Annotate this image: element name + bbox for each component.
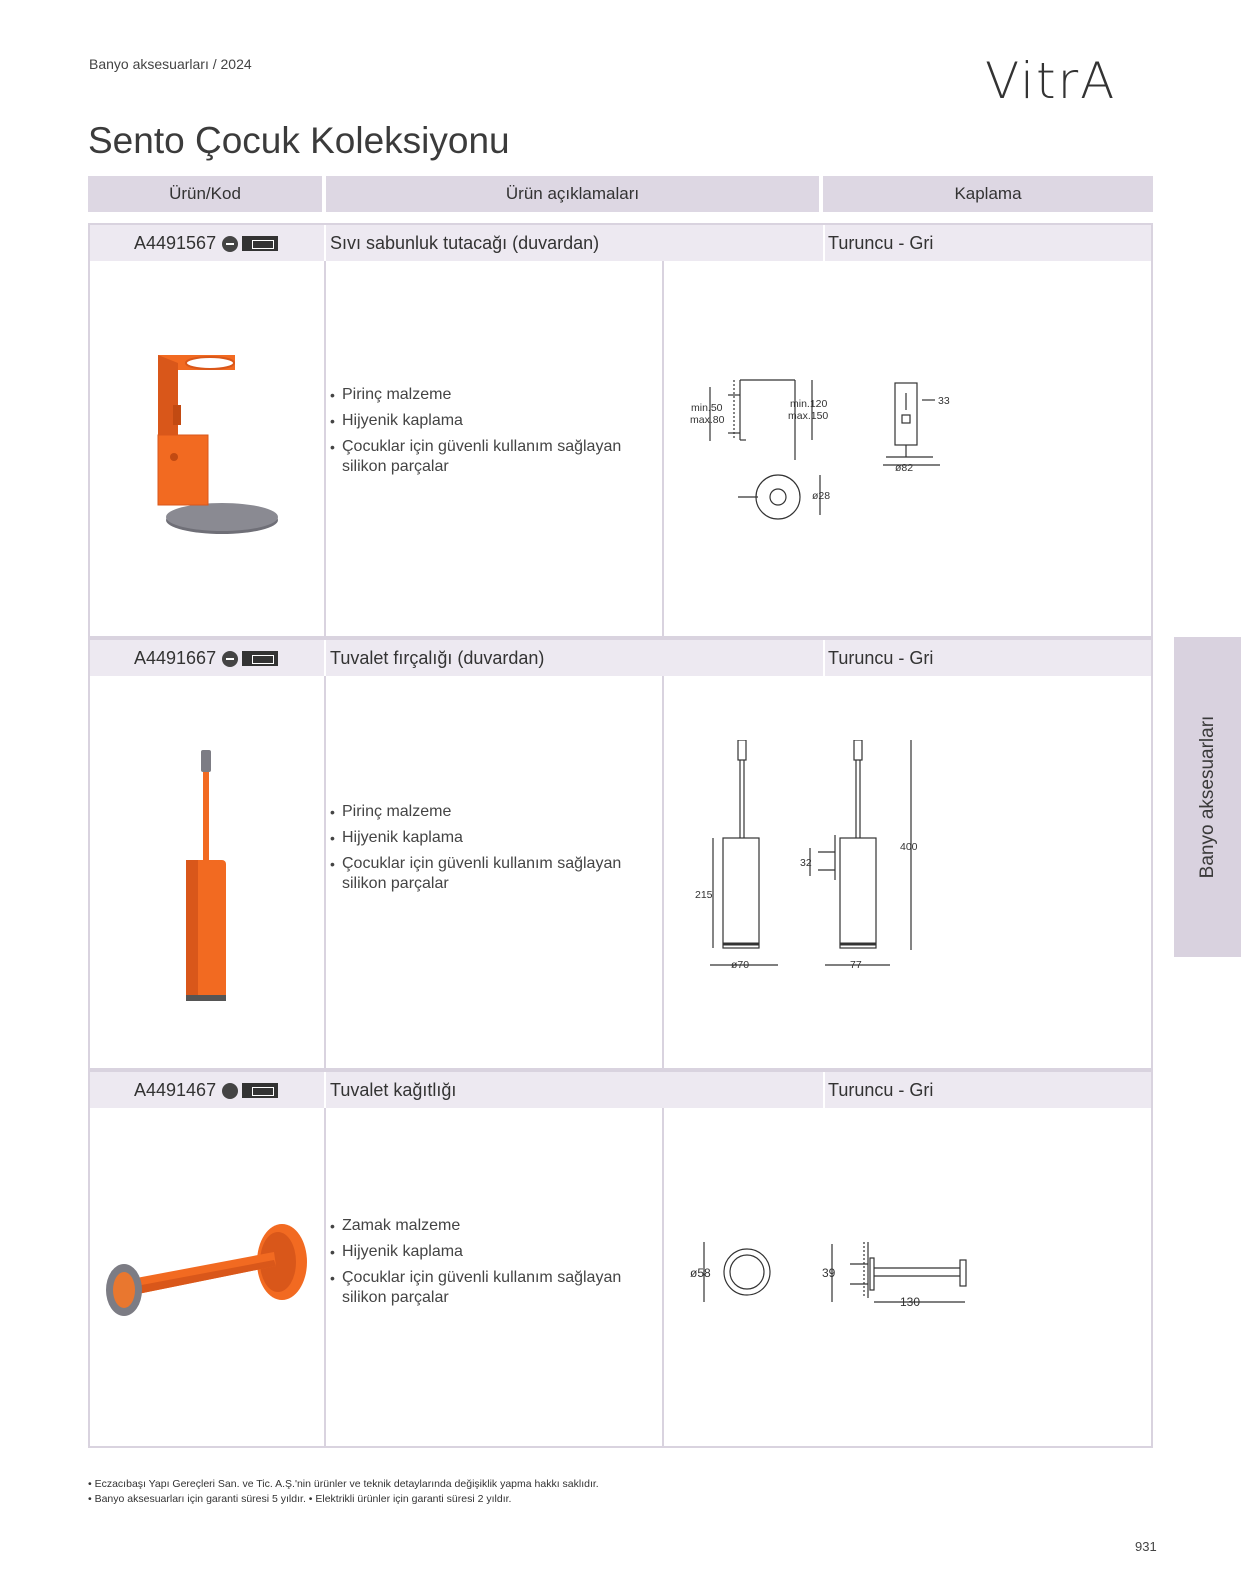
product-header bbox=[90, 640, 1151, 676]
product-header bbox=[90, 1072, 1151, 1108]
dim-label: 39 bbox=[822, 1266, 836, 1280]
technical-drawing bbox=[690, 365, 990, 525]
toilet-paper-holder-image bbox=[102, 1212, 312, 1322]
mounting-icon bbox=[242, 651, 278, 666]
dim-label: 400 bbox=[900, 841, 918, 853]
feature-list bbox=[330, 802, 630, 900]
page-title: Sento Çocuk Koleksiyonu bbox=[88, 120, 510, 161]
side-tab-label: Banyo aksesuarları bbox=[1196, 715, 1218, 879]
feature-item: • Hijyenik kaplama bbox=[330, 411, 630, 431]
product-code-text: A4491467 bbox=[134, 1080, 217, 1100]
product-code-text: A4491667 bbox=[134, 648, 217, 668]
dim-label: ø82 bbox=[895, 462, 914, 474]
product-finish: Turuncu - Gri bbox=[828, 233, 934, 253]
side-tab bbox=[1174, 637, 1241, 957]
product-name: Tuvalet fırçalığı (duvardan) bbox=[330, 648, 545, 668]
feature-list bbox=[330, 385, 630, 483]
product-code bbox=[134, 1080, 278, 1101]
mounting-icon bbox=[242, 236, 278, 251]
product-name: Sıvı sabunluk tutacağı (duvardan) bbox=[330, 233, 600, 253]
dim-label: max.80 bbox=[690, 414, 725, 426]
feature-item: • Pirinç malzeme bbox=[330, 802, 630, 822]
mounting-icon bbox=[242, 1083, 278, 1098]
product-name: Tuvalet kağıtlığı bbox=[330, 1080, 457, 1100]
feature-item: • Hijyenik kaplama bbox=[330, 828, 630, 848]
product-code bbox=[134, 648, 278, 669]
feature-item: • Hijyenik kaplama bbox=[330, 1242, 630, 1262]
product-card bbox=[88, 1070, 1153, 1448]
soap-holder-image bbox=[140, 335, 290, 545]
product-header bbox=[90, 225, 1151, 261]
footnote: • Banyo aksesuarları için garanti süresi 5 yıldır. • Elektrikli ürünler için garanti süresi 2 yıldır. bbox=[88, 1493, 512, 1505]
technical-drawing bbox=[690, 1222, 980, 1322]
vitra-logo: VitrA bbox=[985, 52, 1117, 110]
toilet-brush-image bbox=[180, 750, 240, 1020]
wall-mount-badge-icon bbox=[222, 651, 238, 667]
dim-label: 32 bbox=[800, 857, 812, 869]
product-finish: Turuncu - Gri bbox=[828, 1080, 934, 1100]
product-code-text: A4491567 bbox=[134, 233, 217, 253]
breadcrumb: Banyo aksesuarları / 2024 bbox=[89, 56, 252, 72]
footnote: • Eczacıbaşı Yapı Gereçleri San. ve Tic. A.Ş.'nin ürünler ve teknik detaylarında değişiklik yapma hakkı saklıdır. bbox=[88, 1478, 599, 1490]
column-header-description: Ürün açıklamaları bbox=[326, 176, 819, 212]
feature-item: • Pirinç malzeme bbox=[330, 385, 630, 405]
dim-label: 77 bbox=[850, 959, 862, 971]
dim-label: 215 bbox=[695, 889, 713, 901]
page-number: 931 bbox=[1135, 1539, 1157, 1554]
product-code bbox=[134, 233, 278, 254]
dim-label: ø58 bbox=[690, 1266, 711, 1280]
dim-label: ø70 bbox=[731, 959, 750, 971]
column-header-code: Ürün/Kod bbox=[88, 176, 322, 212]
wall-mount-badge-icon bbox=[222, 236, 238, 252]
feature-item: • Çocuklar için güvenli kullanım sağlayan silikon parçalar bbox=[330, 437, 630, 477]
dim-label: min.120 bbox=[790, 398, 828, 410]
column-header-finish: Kaplama bbox=[823, 176, 1153, 212]
dim-label: min.50 bbox=[691, 402, 723, 414]
feature-list bbox=[330, 1216, 630, 1314]
product-card bbox=[88, 638, 1153, 1070]
feature-item: • Çocuklar için güvenli kullanım sağlayan silikon parçalar bbox=[330, 1268, 630, 1308]
dim-label: ø28 bbox=[812, 490, 831, 502]
feature-item: • Zamak malzeme bbox=[330, 1216, 630, 1236]
dim-label: max.150 bbox=[788, 410, 829, 422]
badge-icon bbox=[222, 1083, 238, 1099]
footnotes bbox=[88, 1477, 599, 1507]
technical-drawing bbox=[690, 740, 950, 980]
product-finish: Turuncu - Gri bbox=[828, 648, 934, 668]
product-card bbox=[88, 223, 1153, 638]
feature-item: • Çocuklar için güvenli kullanım sağlayan silikon parçalar bbox=[330, 854, 630, 894]
dim-label: 130 bbox=[900, 1295, 921, 1309]
dim-label: 33 bbox=[938, 395, 950, 407]
